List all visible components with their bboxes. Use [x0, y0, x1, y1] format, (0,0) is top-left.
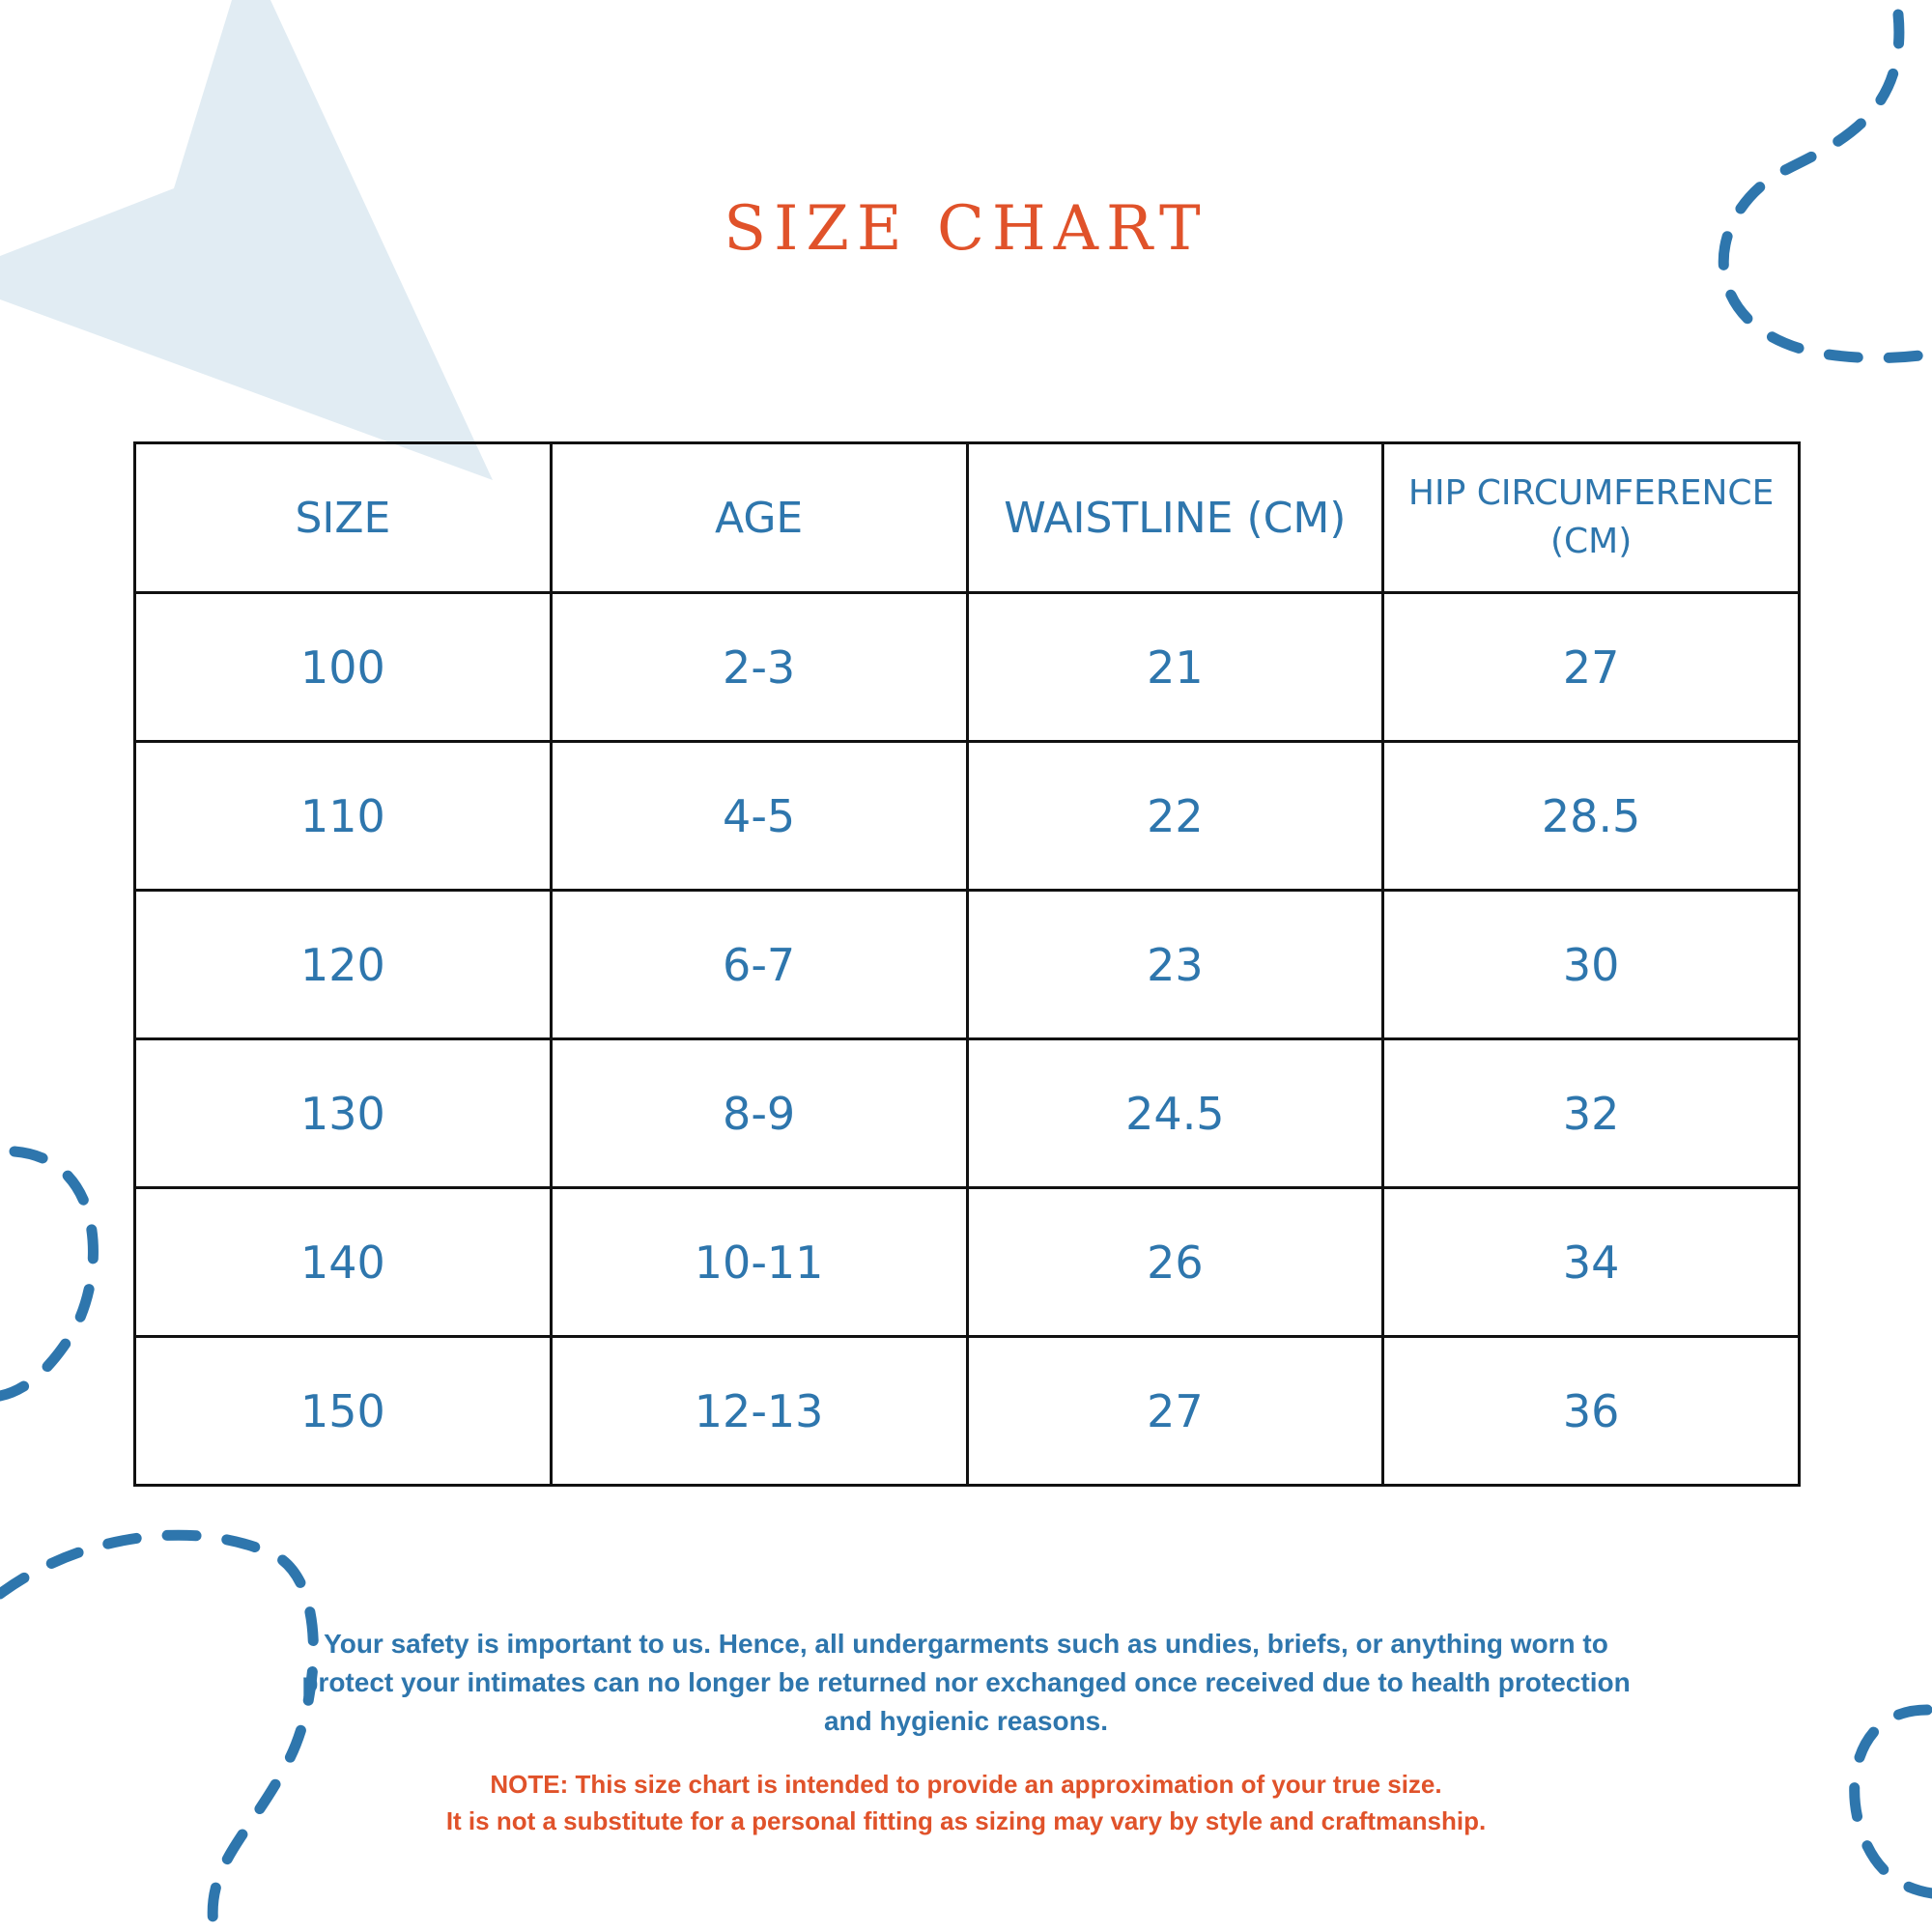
cell-size: 100 [135, 593, 552, 742]
cell-hip: 30 [1383, 891, 1800, 1039]
cell-hip: 27 [1383, 593, 1800, 742]
cell-hip: 34 [1383, 1188, 1800, 1337]
table-row [135, 1337, 1800, 1486]
dashed-curve-top-right [1723, 14, 1927, 358]
sizing-note-line-1: NOTE: This size chart is intended to provide an approximation of your true size. [490, 1770, 1442, 1799]
dashed-curve-bottom-right [1855, 1710, 1932, 1893]
table-row [135, 593, 1800, 742]
cell-waistline: 23 [967, 891, 1383, 1039]
cell-hip: 28.5 [1383, 742, 1800, 891]
header-age: AGE [551, 443, 967, 593]
cell-hip: 32 [1383, 1039, 1800, 1188]
cell-age: 6-7 [551, 891, 967, 1039]
header-size: SIZE [135, 443, 552, 593]
cell-size: 130 [135, 1039, 552, 1188]
cell-hip: 36 [1383, 1337, 1800, 1486]
cell-age: 2-3 [551, 593, 967, 742]
cell-waistline: 22 [967, 742, 1383, 891]
table-row [135, 1039, 1800, 1188]
cell-size: 140 [135, 1188, 552, 1337]
table-row [135, 742, 1800, 891]
cell-waistline: 24.5 [967, 1039, 1383, 1188]
header-waistline: WAISTLINE (CM) [967, 443, 1383, 593]
cell-age: 12-13 [551, 1337, 967, 1486]
size-table [133, 441, 1801, 1487]
header-hip-circumference: HIP CIRCUMFERENCE (CM) [1383, 443, 1800, 593]
cell-size: 120 [135, 891, 552, 1039]
cell-waistline: 27 [967, 1337, 1383, 1486]
sizing-note-line-2: It is not a substitute for a personal fitting as sizing may vary by style and craftmanship. [445, 1806, 1487, 1835]
table-row [135, 1188, 1800, 1337]
cell-age: 8-9 [551, 1039, 967, 1188]
table-row [135, 891, 1800, 1039]
cell-size: 110 [135, 742, 552, 891]
cell-age: 4-5 [551, 742, 967, 891]
dashed-curve-bottom-left [0, 1535, 313, 1932]
cell-waistline: 21 [967, 593, 1383, 742]
table-header-row [135, 443, 1800, 593]
cell-age: 10-11 [551, 1188, 967, 1337]
cell-waistline: 26 [967, 1188, 1383, 1337]
dashed-curve-left-middle [0, 1151, 93, 1396]
safety-notice: Your safety is important to us. Hence, all undergarments such as undies, briefs, or anything worn to protect your intimates can no longer be returned nor exchanged once received due to health protection and hygienic reasons. [301, 1629, 1631, 1736]
page-title: SIZE CHART [724, 193, 1208, 265]
cell-size: 150 [135, 1337, 552, 1486]
sizing-note [290, 1766, 1642, 1839]
